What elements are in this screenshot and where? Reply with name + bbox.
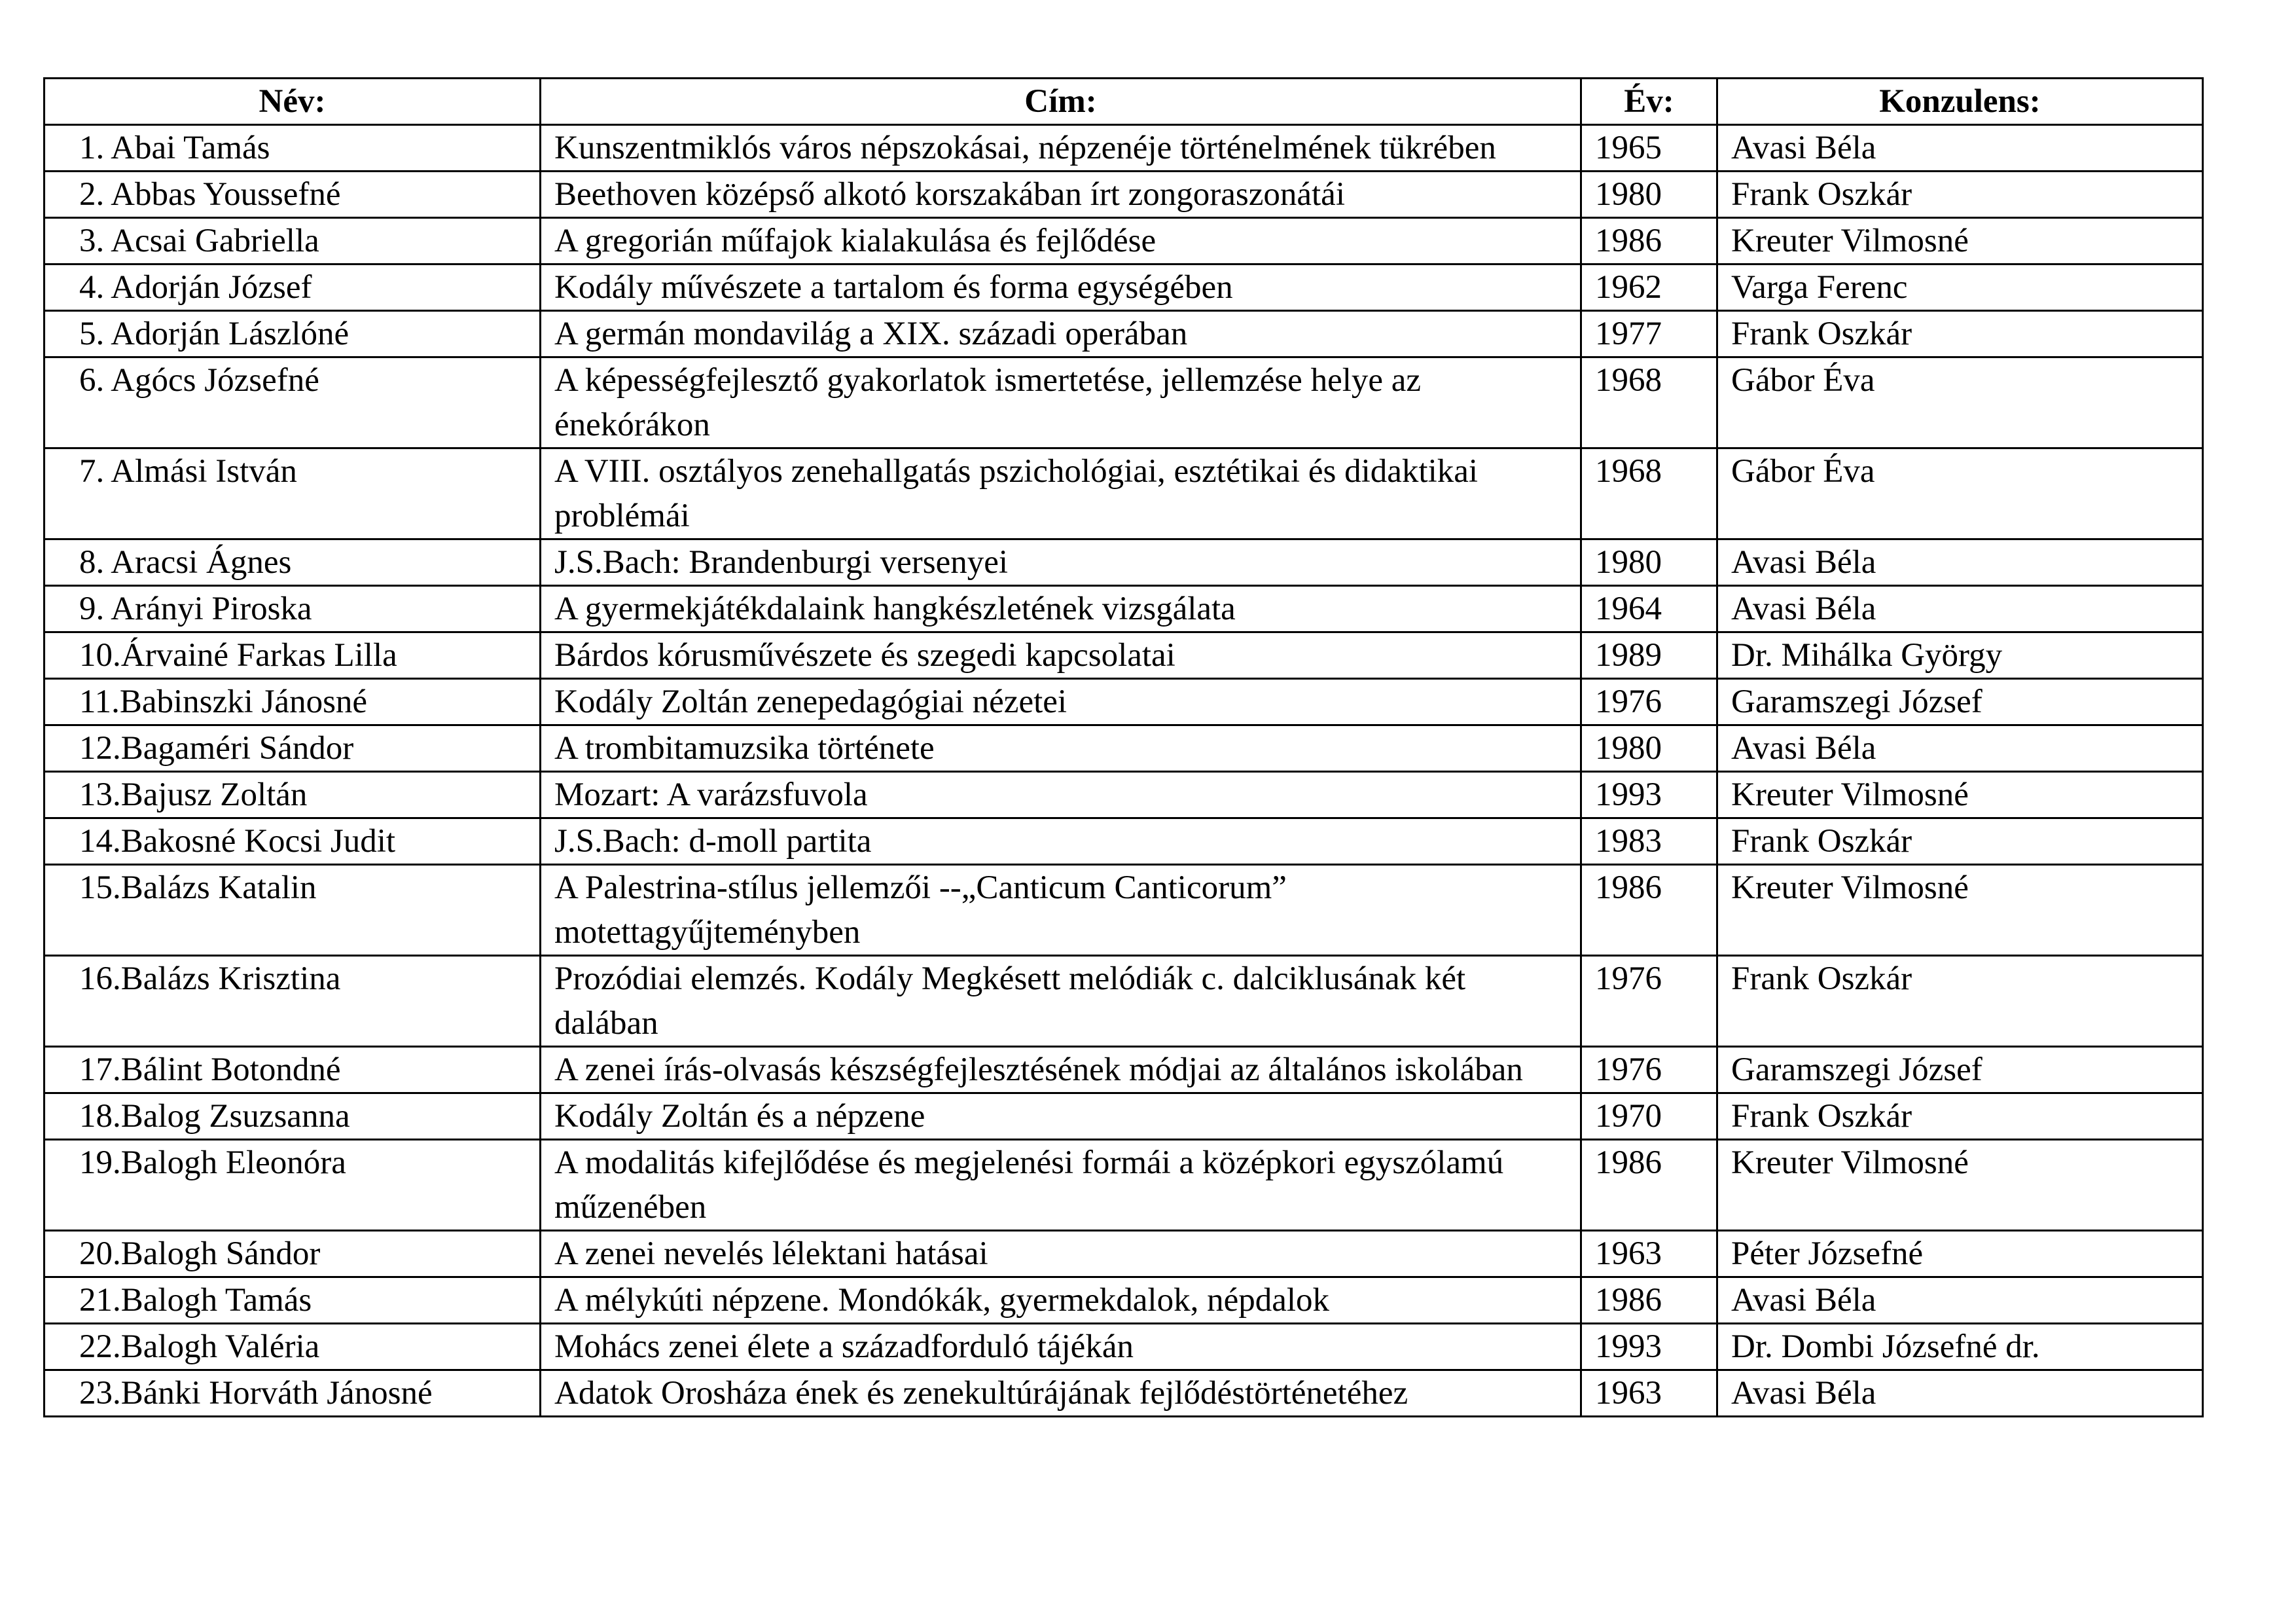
thesis-year: 1962 bbox=[1581, 264, 1717, 311]
thesis-year: 1970 bbox=[1581, 1093, 1717, 1140]
thesis-title: A zenei nevelés lélektani hatásai bbox=[541, 1231, 1581, 1277]
table-row bbox=[45, 172, 2203, 218]
table-row bbox=[45, 1140, 2203, 1231]
thesis-year: 1986 bbox=[1581, 1140, 1717, 1231]
student-name: 2. Abbas Youssefné bbox=[45, 172, 541, 218]
consultant-name: Dr. Dombi Józsefné dr. bbox=[1717, 1324, 2203, 1370]
header-consultant: Konzulens: bbox=[1717, 79, 2203, 125]
consultant-name: Kreuter Vilmosné bbox=[1717, 865, 2203, 956]
thesis-title: Kodály Zoltán és a népzene bbox=[541, 1093, 1581, 1140]
student-name: 19.Balogh Eleonóra bbox=[45, 1140, 541, 1231]
consultant-name: Avasi Béla bbox=[1717, 125, 2203, 172]
consultant-name: Frank Oszkár bbox=[1717, 818, 2203, 865]
thesis-year: 1980 bbox=[1581, 725, 1717, 772]
thesis-title: Kodály Zoltán zenepedagógiai nézetei bbox=[541, 679, 1581, 725]
thesis-title: Beethoven középső alkotó korszakában írt zongoraszonátái bbox=[541, 172, 1581, 218]
header-row bbox=[45, 79, 2203, 125]
table-row bbox=[45, 264, 2203, 311]
student-name: 16.Balázs Krisztina bbox=[45, 956, 541, 1047]
thesis-title: A trombitamuzsika története bbox=[541, 725, 1581, 772]
table-row bbox=[45, 1277, 2203, 1324]
thesis-title: Adatok Orosháza ének és zenekultúrájának fejlődéstörténetéhez bbox=[541, 1370, 1581, 1417]
thesis-title: A modalitás kifejlődése és megjelenési formái a középkori egyszólamú műzenében bbox=[541, 1140, 1581, 1231]
table-row bbox=[45, 865, 2203, 956]
student-name: 13.Bajusz Zoltán bbox=[45, 772, 541, 818]
header-title: Cím: bbox=[541, 79, 1581, 125]
consultant-name: Frank Oszkár bbox=[1717, 1093, 2203, 1140]
consultant-name: Avasi Béla bbox=[1717, 539, 2203, 586]
thesis-title: Bárdos kórusművészete és szegedi kapcsolatai bbox=[541, 632, 1581, 679]
student-name: 15.Balázs Katalin bbox=[45, 865, 541, 956]
table-row bbox=[45, 311, 2203, 357]
table-row bbox=[45, 125, 2203, 172]
consultant-name: Dr. Mihálka György bbox=[1717, 632, 2203, 679]
table-row bbox=[45, 1231, 2203, 1277]
consultant-name: Kreuter Vilmosné bbox=[1717, 218, 2203, 264]
thesis-title: Mohács zenei élete a századforduló tájékán bbox=[541, 1324, 1581, 1370]
thesis-title: A germán mondavilág a XIX. századi operában bbox=[541, 311, 1581, 357]
student-name: 10.Árvainé Farkas Lilla bbox=[45, 632, 541, 679]
student-name: 3. Acsai Gabriella bbox=[45, 218, 541, 264]
thesis-year: 1963 bbox=[1581, 1370, 1717, 1417]
thesis-year: 1989 bbox=[1581, 632, 1717, 679]
thesis-title: A gyermekjátékdalaink hangkészletének vizsgálata bbox=[541, 586, 1581, 632]
table-row bbox=[45, 539, 2203, 586]
student-name: 6. Agócs Józsefné bbox=[45, 357, 541, 448]
consultant-name: Péter Józsefné bbox=[1717, 1231, 2203, 1277]
thesis-title: Prozódiai elemzés. Kodály Megkésett melódiák c. dalciklusának két dalában bbox=[541, 956, 1581, 1047]
student-name: 17.Bálint Botondné bbox=[45, 1047, 541, 1093]
consultant-name: Frank Oszkár bbox=[1717, 956, 2203, 1047]
thesis-year: 1968 bbox=[1581, 448, 1717, 539]
thesis-year: 1977 bbox=[1581, 311, 1717, 357]
thesis-year: 1980 bbox=[1581, 539, 1717, 586]
consultant-name: Gábor Éva bbox=[1717, 448, 2203, 539]
student-name: 22.Balogh Valéria bbox=[45, 1324, 541, 1370]
student-name: 23.Bánki Horváth Jánosné bbox=[45, 1370, 541, 1417]
thesis-year: 1993 bbox=[1581, 772, 1717, 818]
thesis-title: A zenei írás-olvasás készségfejlesztésének módjai az általános iskolában bbox=[541, 1047, 1581, 1093]
table-row bbox=[45, 357, 2203, 448]
consultant-name: Avasi Béla bbox=[1717, 725, 2203, 772]
thesis-title: A Palestrina-stílus jellemzői --„Canticum Canticorum” motettagyűjteményben bbox=[541, 865, 1581, 956]
table-row bbox=[45, 1324, 2203, 1370]
thesis-title: A gregorián műfajok kialakulása és fejlődése bbox=[541, 218, 1581, 264]
student-name: 21.Balogh Tamás bbox=[45, 1277, 541, 1324]
thesis-year: 1980 bbox=[1581, 172, 1717, 218]
thesis-title: A képességfejlesztő gyakorlatok ismertetése, jellemzése helye az énekórákon bbox=[541, 357, 1581, 448]
consultant-name: Frank Oszkár bbox=[1717, 311, 2203, 357]
student-name: 8. Aracsi Ágnes bbox=[45, 539, 541, 586]
table-row bbox=[45, 632, 2203, 679]
thesis-title: Kunszentmiklós város népszokásai, népzenéje történelmének tükrében bbox=[541, 125, 1581, 172]
consultant-name: Avasi Béla bbox=[1717, 1277, 2203, 1324]
thesis-year: 1986 bbox=[1581, 218, 1717, 264]
student-name: 5. Adorján Lászlóné bbox=[45, 311, 541, 357]
student-name: 4. Adorján József bbox=[45, 264, 541, 311]
table-row bbox=[45, 679, 2203, 725]
student-name: 18.Balog Zsuzsanna bbox=[45, 1093, 541, 1140]
thesis-year: 1963 bbox=[1581, 1231, 1717, 1277]
table-body bbox=[45, 125, 2203, 1417]
student-name: 12.Bagaméri Sándor bbox=[45, 725, 541, 772]
table-row bbox=[45, 1047, 2203, 1093]
table-row bbox=[45, 956, 2203, 1047]
thesis-year: 1965 bbox=[1581, 125, 1717, 172]
header-name: Név: bbox=[45, 79, 541, 125]
table-row bbox=[45, 1370, 2203, 1417]
consultant-name: Kreuter Vilmosné bbox=[1717, 1140, 2203, 1231]
consultant-name: Garamszegi József bbox=[1717, 1047, 2203, 1093]
thesis-year: 1976 bbox=[1581, 1047, 1717, 1093]
table-row bbox=[45, 218, 2203, 264]
consultant-name: Gábor Éva bbox=[1717, 357, 2203, 448]
table-row bbox=[45, 818, 2203, 865]
student-name: 14.Bakosné Kocsi Judit bbox=[45, 818, 541, 865]
student-name: 9. Arányi Piroska bbox=[45, 586, 541, 632]
thesis-year: 1976 bbox=[1581, 679, 1717, 725]
consultant-name: Varga Ferenc bbox=[1717, 264, 2203, 311]
thesis-year: 1983 bbox=[1581, 818, 1717, 865]
thesis-title: J.S.Bach: d-moll partita bbox=[541, 818, 1581, 865]
thesis-title: A mélykúti népzene. Mondókák, gyermekdalok, népdalok bbox=[541, 1277, 1581, 1324]
thesis-year: 1986 bbox=[1581, 865, 1717, 956]
consultant-name: Frank Oszkár bbox=[1717, 172, 2203, 218]
thesis-title: Kodály művészete a tartalom és forma egységében bbox=[541, 264, 1581, 311]
thesis-year: 1986 bbox=[1581, 1277, 1717, 1324]
table-header bbox=[45, 79, 2203, 125]
thesis-year: 1993 bbox=[1581, 1324, 1717, 1370]
student-name: 7. Almási István bbox=[45, 448, 541, 539]
consultant-name: Garamszegi József bbox=[1717, 679, 2203, 725]
thesis-year: 1976 bbox=[1581, 956, 1717, 1047]
consultant-name: Kreuter Vilmosné bbox=[1717, 772, 2203, 818]
thesis-year: 1968 bbox=[1581, 357, 1717, 448]
header-year: Év: bbox=[1581, 79, 1717, 125]
consultant-name: Avasi Béla bbox=[1717, 586, 2203, 632]
table-row bbox=[45, 772, 2203, 818]
thesis-year: 1964 bbox=[1581, 586, 1717, 632]
table-row bbox=[45, 1093, 2203, 1140]
thesis-table bbox=[43, 77, 2204, 1417]
consultant-name: Avasi Béla bbox=[1717, 1370, 2203, 1417]
thesis-title: Mozart: A varázsfuvola bbox=[541, 772, 1581, 818]
table-row bbox=[45, 448, 2203, 539]
table-row bbox=[45, 586, 2203, 632]
student-name: 1. Abai Tamás bbox=[45, 125, 541, 172]
thesis-title: J.S.Bach: Brandenburgi versenyei bbox=[541, 539, 1581, 586]
table-row bbox=[45, 725, 2203, 772]
student-name: 20.Balogh Sándor bbox=[45, 1231, 541, 1277]
thesis-title: A VIII. osztályos zenehallgatás pszichológiai, esztétikai és didaktikai problémái bbox=[541, 448, 1581, 539]
student-name: 11.Babinszki Jánosné bbox=[45, 679, 541, 725]
